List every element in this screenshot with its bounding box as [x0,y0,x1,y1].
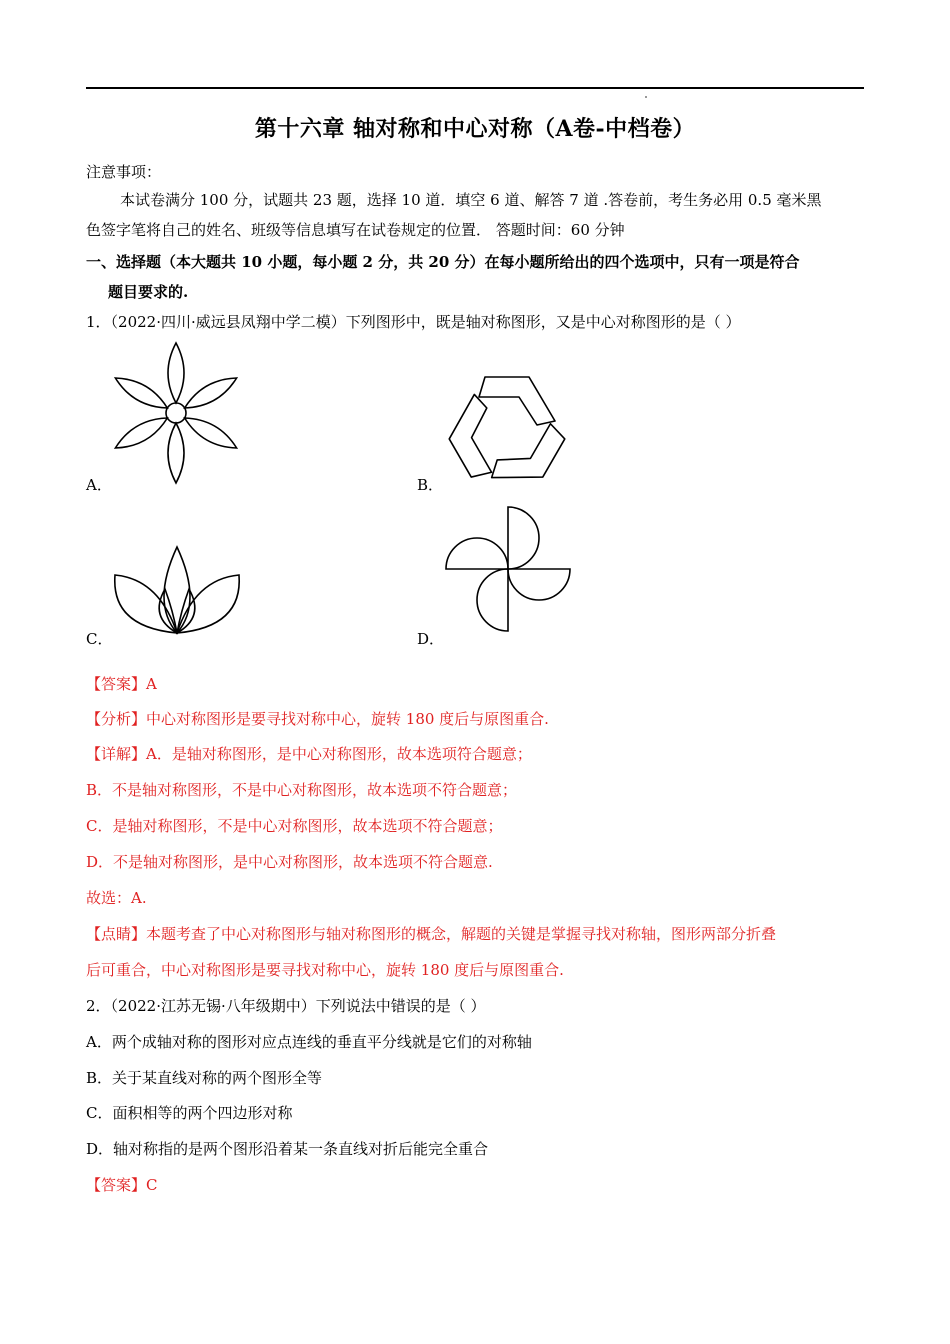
question-1-stem: 1．（2022·四川·威远县凤翔中学二模）下列图形中，既是轴对称图形，又是中心对称图形的是（ ） [86,313,741,331]
question-1-answer: 【答案】A [86,675,157,693]
question-1-comment-line-1: 【点睛】本题考查了中心对称图形与轴对称图形的概念，解题的关键是掌握寻找对称轴，图形两部分折叠 [86,925,777,943]
header-rule [86,87,864,89]
question-1-analysis: 【分析】中心对称图形是要寻找对称中心，旋转 180 度后与原图重合. [86,710,549,728]
notes-heading: 注意事项： [86,163,162,181]
question-2-stem: 2．（2022·江苏无锡·八年级期中）下列说法中错误的是（ ） [86,997,486,1015]
question-1-comment-line-2: 后可重合，中心对称图形是要寻找对称中心，旋转 180 度后与原图重合. [86,961,564,979]
option-c-lotus-figure [112,545,242,633]
option-a-flower-figure [110,343,242,483]
question-2-option-d: D．轴对称指的是两个图形沿着某一条直线对折后能完全重合 [86,1140,489,1158]
option-d-pinwheel-figure [444,506,572,632]
question-2-option-c: C．面积相等的两个四边形对称 [86,1104,293,1122]
question-2-option-a: A．两个成轴对称的图形对应点连线的垂直平分线就是它们的对称轴 [86,1033,532,1051]
notes-line-1: 本试卷满分 100 分，试题共 23 题，选择 10 道．填空 6 道、解答 7 道 .答卷前，考生务必用 0.5 毫米黑 [120,191,822,209]
question-1-detail-b: B．不是轴对称图形，不是中心对称图形，故本选项不符合题意； [86,781,518,799]
option-b-label: B． [417,476,444,494]
option-d-label: D． [417,630,445,648]
question-1-choice: 故选：A. [86,889,147,907]
notes-line-2: 色签字笔将自己的姓名、班级等信息填写在试卷规定的位置． 答题时间：60 分钟 [86,221,625,239]
page-title: 第十六章 轴对称和中心对称（A卷-中档卷） [254,116,696,142]
question-2-answer: 【答案】C [86,1176,158,1194]
question-1-detail-c: C．是轴对称图形，不是中心对称图形，故本选项不符合题意； [86,817,503,835]
question-1-detail-d: D．不是轴对称图形，是中心对称图形，故本选项不符合题意. [86,853,493,871]
question-1-detail: 【详解】A．是轴对称图形，是中心对称图形，故本选项符合题意； [86,745,532,763]
question-2-option-b: B．关于某直线对称的两个图形全等 [86,1069,323,1087]
option-a-label: A． [86,476,112,494]
section-heading-line-1: 一、选择题（本大题共 10 小题，每小题 2 分，共 20 分）在每小题所给出的四个选项中，只有一项是符合 [86,253,800,271]
option-b-chevrons-figure [444,375,570,487]
section-heading-line-2: 题目要求的. [108,283,189,301]
header-dot [645,96,647,98]
option-c-label: C． [86,630,113,648]
